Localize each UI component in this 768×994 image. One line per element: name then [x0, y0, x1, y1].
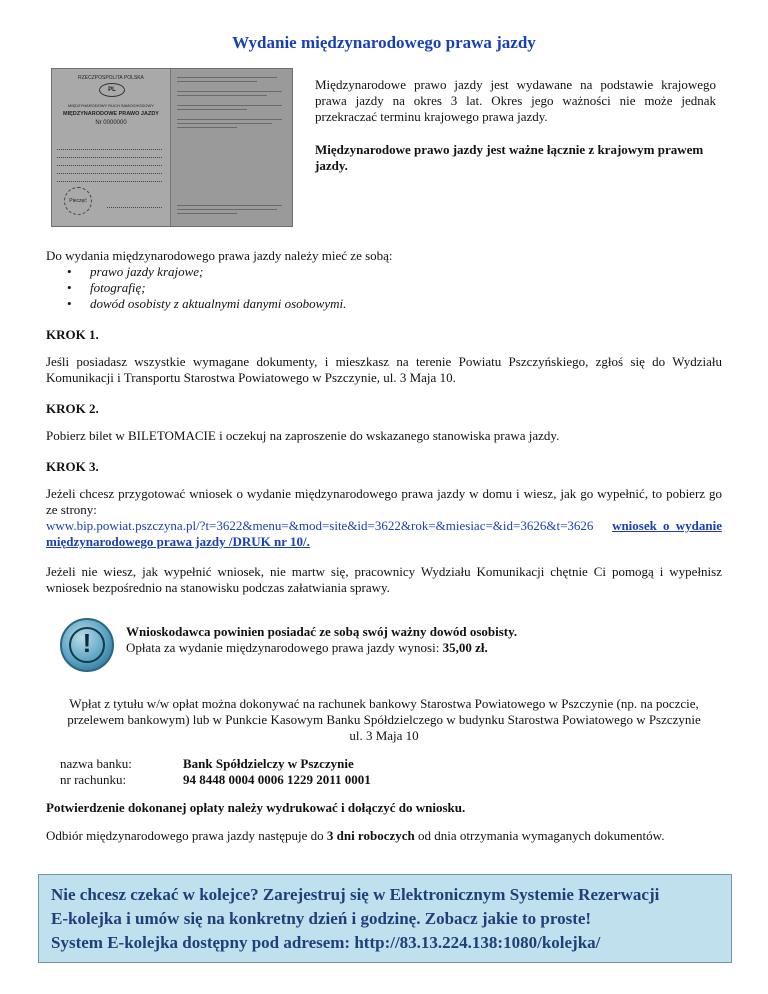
step-3-text: Jeżeli chcesz przygotować wniosek o wydanie międzynarodowego prawa jazdy w domu i wiesz, jak go wypełnić, to pobierz go ze strony: [46, 486, 722, 517]
license-field-line [57, 157, 162, 158]
bullet-icon: • [67, 296, 72, 311]
license-field-line [57, 165, 162, 166]
license-text-line [177, 95, 267, 96]
step-2-label: KROK 2. [46, 401, 99, 416]
license-field-line [57, 181, 162, 182]
intro-validity-note: Międzynarodowe prawo jazdy jest ważne łącznie z krajowym prawem jazdy. [315, 142, 704, 173]
license-field-line [57, 173, 162, 174]
bullet-icon: • [67, 264, 72, 279]
license-back-page [171, 69, 292, 226]
license-text-line [177, 209, 277, 210]
license-subtitle: MIĘDZYNARODOWY RUCH SAMOCHODOWY [68, 103, 154, 108]
step-2-text: Pobierz bilet w BILETOMACIE i oczekuj na zaproszenie do wskazanego stanowiska prawa jazdy. [46, 428, 560, 443]
notice-id-requirement: Wnioskodawca powinien posiadać ze sobą swój ważny dowód osobisty. [126, 624, 518, 639]
help-text: Jeżeli nie wiesz, jak wypełnić wniosek, nie martw się, pracownicy Wydziału Komunikacji chętnie Ci pomogą i wypełnisz wniosek bezpośrednio na stanowisku podczas załatwiania sprawy. [46, 564, 722, 595]
bip-url[interactable]: www.bip.powiat.pszczyna.pl/?t=3622&menu=&mod=site&id=3622&rok=&miesiac=&id=3626&t=3626 [46, 518, 594, 533]
step-3-block [46, 486, 722, 550]
requirements-lead: Do wydania międzynarodowego prawa jazdy należy mieć ze sobą: [46, 248, 393, 263]
license-text-line [177, 81, 257, 82]
exclamation-icon: ! [60, 618, 114, 672]
license-text-line [177, 119, 282, 120]
banner-line-1: Nie chcesz czekać w kolejce? Zarejestruj się w Elektronicznym Systemie Rezerwacji [51, 885, 660, 904]
license-seal: Pieczęć [64, 187, 92, 215]
payment-note: Wpłat z tytułu w/w opłat można dokonywać na rachunek bankowy Starostwa Powiatowego w Pszczynie (np. na poczcie, przelewem bankowym) lub w Punkcie Kasowym Banku Spółdzielczego w budynku Starostwa Powiatowego w Pszczynie ul. 3 Maja 10 [67, 696, 701, 743]
list-item: • prawo jazdy krajowe; [67, 264, 204, 279]
account-value: 94 8448 0004 0006 1229 2011 0001 [183, 772, 371, 787]
form-download-link[interactable]: wniosek o wydanie międzynarodowego prawa jazdy /DRUK nr 10/. [46, 518, 723, 549]
list-item: • dowód osobisty z aktualnymi danymi osobowymi. [67, 296, 347, 311]
license-text-line [177, 105, 282, 106]
bank-name-value: Bank Spółdzielczy w Pszczynie [183, 756, 354, 771]
payment-confirmation: Potwierdzenie dokonanej opłaty należy wydrukować i dołączyć do wniosku. [46, 800, 466, 815]
license-text-line [177, 123, 272, 124]
step-3-label: KROK 3. [46, 459, 99, 474]
banner-line-3[interactable]: System E-kolejka dostępny pod adresem: http://83.13.224.138:1080/kolejka/ [51, 933, 601, 952]
pickup-prefix: Odbiór międzynarodowego prawa jazdy następuje do [46, 828, 324, 843]
step-1-label: KROK 1. [46, 327, 99, 342]
license-signature-line [107, 207, 162, 208]
fee-value: 35,00 zł. [442, 640, 488, 655]
e-kolejka-banner [38, 874, 732, 963]
list-item: • fotografię; [67, 280, 146, 295]
page-title: Wydanie międzynarodowego prawa jazdy [232, 33, 536, 52]
license-doc-title: MIĘDZYNARODOWE PRAWO JAZDY [63, 111, 159, 117]
bullet-icon: • [67, 280, 72, 295]
license-text-line [177, 91, 282, 92]
license-text-line [177, 109, 247, 110]
bank-name-label: nazwa banku: [60, 756, 132, 771]
account-label: nr rachunku: [60, 772, 127, 787]
requirements-list [46, 264, 346, 312]
license-text-line [177, 77, 277, 78]
license-text-line [177, 205, 282, 206]
license-image [51, 68, 293, 227]
license-text-line [177, 127, 237, 128]
banner-text [51, 883, 723, 955]
pickup-days: 3 dni roboczych [326, 828, 415, 843]
banner-line-2: E-kolejka i umów się na konkretny dzień i godzinę. Zobacz jakie to proste! [51, 909, 592, 928]
license-field-line [57, 149, 162, 150]
license-number: Nr 0000000 [95, 120, 127, 126]
step-1-text: Jeśli posiadasz wszystkie wymagane dokumenty, i mieszkasz na terenie Powiatu Pszczyńskiego, zgłoś się do Wydziału Komunikacji i Transportu Starostwa Powiatowego w Pszczynie, ul. 3 Maja 10. [46, 354, 722, 385]
license-cover [52, 69, 171, 226]
license-text-line [177, 213, 237, 214]
pickup-text [46, 828, 722, 844]
license-country-code: PL [99, 83, 125, 97]
pickup-suffix: od dnia otrzymania wymaganych dokumentów. [418, 828, 665, 843]
intro-text: Międzynarodowe prawo jazdy jest wydawane na podstawie krajowego prawa jazdy na okres 3 lat. Okres jego ważności nie może jednak przekraczać terminu krajowego prawa jazdy. [315, 77, 716, 124]
notice-fee [126, 640, 686, 656]
fee-label: Opłata za wydanie międzynarodowego prawa jazdy wynosi: [126, 640, 440, 655]
notice-block [126, 624, 686, 656]
license-header: RZECZPOSPOLITA POLSKA [78, 75, 144, 81]
